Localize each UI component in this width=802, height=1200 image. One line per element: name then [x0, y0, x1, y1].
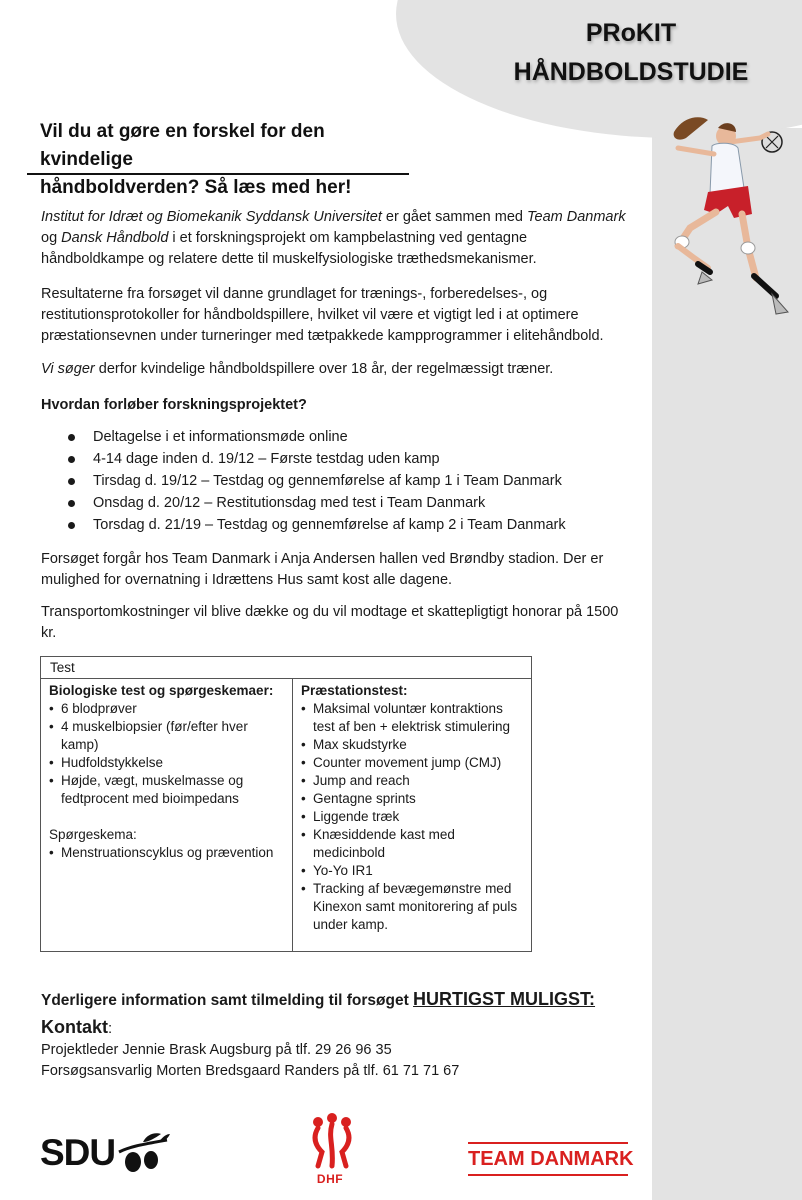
item-text: Jump and reach: [313, 773, 410, 788]
bullet-dot: [68, 522, 75, 529]
bullet: •: [49, 701, 54, 716]
institute-name: Institut for Idræt og Biomekanik Syddansk Universitet: [41, 209, 382, 225]
dhf-emblem-icon: [300, 1112, 364, 1172]
list-item: [301, 790, 523, 808]
item-text: Max skudstyrke: [313, 737, 407, 752]
performance-tests-title: Præstationstest:: [301, 683, 408, 698]
bullet: •: [49, 719, 54, 734]
bullet: •: [301, 773, 306, 788]
bullet-dot: [68, 456, 75, 463]
page-title: [470, 14, 792, 92]
bullet: •: [49, 755, 54, 770]
biological-tests-column: [41, 679, 293, 951]
headline-line-2: håndboldverden? Så læs med her!: [40, 177, 352, 198]
contact-project-leader: Projektleder Jennie Brask Augsburg på tlf. 29 26 96 35: [41, 1042, 392, 1058]
biological-tests-list: [49, 700, 284, 808]
step-text: Deltagelse i et informationsmøde online: [93, 429, 348, 445]
item-text: Tracking af bevægemønstre med Kinexon samt monitorering af puls under kamp.: [313, 881, 518, 932]
contact-heading: [41, 1014, 112, 1042]
bullet: •: [49, 845, 54, 860]
list-item: [301, 772, 523, 790]
dhf-logo: [300, 1112, 364, 1192]
list-item: [49, 772, 284, 808]
list-item: [49, 700, 284, 718]
performance-tests-column: [293, 679, 531, 951]
headline-underline: [27, 173, 409, 175]
intro-text-c: i et forskningsprojekt om kampbelastning ved gentagne håndboldkampe og relatere dette til muskelfysiologiske træthedsmekanismer.: [41, 230, 537, 267]
bullet: •: [301, 827, 306, 842]
step-text: Torsdag d. 21/19 – Testdag og gennemførelse af kamp 2 i Team Danmark: [93, 517, 566, 533]
biological-tests-title: Biologiske test og spørgeskemaer:: [49, 683, 274, 698]
signup-line: [41, 987, 641, 1013]
headline: [40, 118, 420, 202]
bullet-dot: [68, 434, 75, 441]
list-item: [301, 736, 523, 754]
team-danmark-logo: [468, 1140, 634, 1178]
list-item: [301, 826, 523, 862]
list-item: [41, 514, 631, 536]
location-paragraph: Forsøget forgår hos Team Danmark i Anja Andersen hallen ved Brøndby stadion. Der er mulighed for overnatning i Idrættens Hus samt kost alle dagene.: [41, 551, 604, 588]
bullet: •: [301, 755, 306, 770]
intro-text-b: og: [41, 230, 62, 246]
item-text: Counter movement jump (CMJ): [313, 755, 502, 770]
title-line-1: PRoKIT: [585, 19, 677, 47]
performance-tests-list: [301, 700, 523, 934]
dhf-logo-text: DHF: [316, 1172, 344, 1186]
handball-player-illustration: [638, 108, 798, 328]
test-table: [40, 656, 532, 952]
sdu-logo: [40, 1128, 171, 1178]
list-item: [41, 426, 631, 448]
intro-paragraph-1: [41, 207, 631, 270]
item-text: Maksimal voluntær kontraktions test af ben + elektrisk stimulering: [313, 701, 510, 734]
item-text: Højde, vægt, muskelmasse og fedtprocent med bioimpedans: [61, 773, 244, 806]
intro-paragraph-2-text: Resultaterne fra forsøget vil danne grundlaget for trænings-, forberedelses-, og restitutionsprotokoller for håndboldspillere, hvilket vil være et vigtigt led i at optimere præstationsevnen under turneringer med tætpakkede kampprogrammer i elitehåndbold.: [41, 286, 604, 344]
transport-paragraph: Transportomkostninger vil blive dække og du vil modtage et skattepligtigt honorar på 1500 kr.: [41, 604, 619, 641]
recruitment-paragraph: [41, 359, 631, 380]
sdu-logo-text: SDU: [40, 1132, 116, 1173]
list-item: [49, 718, 284, 754]
list-item: [301, 862, 523, 880]
test-table-caption: Test: [41, 657, 531, 679]
bullet: •: [301, 791, 306, 806]
step-text: Tirsdag d. 19/12 – Testdag og gennemførelse af kamp 1 i Team Danmark: [93, 473, 562, 489]
intro-paragraph-2: [41, 284, 631, 347]
list-item: [41, 492, 631, 514]
item-text: Yo-Yo IR1: [313, 863, 373, 878]
list-item: [301, 700, 523, 736]
bullet: •: [49, 773, 54, 788]
bullet-dot: [68, 478, 75, 485]
signup-text: Yderligere information samt tilmelding til forsøget: [41, 992, 414, 1009]
headline-line-1: Vil du at gøre en forskel for den kvindelige: [40, 121, 325, 170]
step-text: Onsdag d. 20/12 – Restitutionsdag med test i Team Danmark: [93, 495, 486, 511]
list-item: [49, 754, 284, 772]
list-item: [301, 880, 523, 934]
bullet: •: [301, 863, 306, 878]
list-item: [49, 844, 284, 862]
item-text: Gentagne sprints: [313, 791, 416, 806]
item-text: 4 muskelbiopsier (før/efter hver kamp): [61, 719, 248, 752]
process-heading: Hvordan forløber forskningsprojektet?: [41, 397, 307, 413]
bullet: •: [301, 809, 306, 824]
list-item: [301, 808, 523, 826]
list-item: [41, 448, 631, 470]
questionnaire-list: [49, 844, 284, 862]
team-danmark-logo-text: TEAM DANMARK: [468, 1148, 634, 1170]
item-text: Menstruationscyklus og prævention: [61, 845, 274, 860]
contact-colon: :: [108, 1020, 113, 1037]
contact-details: [41, 1040, 601, 1082]
questionnaire-title: Spørgeskema:: [49, 827, 137, 842]
item-text: Liggende træk: [313, 809, 400, 824]
signup-urgent: HURTIGST MULIGST:: [413, 989, 596, 1009]
process-steps-list: [41, 426, 631, 536]
bullet: •: [301, 737, 306, 752]
step-text: 4-14 dage inden d. 19/12 – Første testdag uden kamp: [93, 451, 440, 467]
list-item: [41, 470, 631, 492]
intro-text-a: er gået sammen med: [381, 209, 527, 225]
item-text: 6 blodprøver: [61, 701, 137, 716]
bullet: •: [301, 881, 306, 896]
dansk-handbold-name: Dansk Håndbold: [61, 230, 169, 246]
team-danmark-name: Team Danmark: [526, 209, 626, 225]
list-item: [301, 754, 523, 772]
bullet: •: [301, 701, 306, 716]
team-danmark-rule-bottom: [468, 1174, 628, 1176]
item-text: Knæsiddende kast med medicinbold: [313, 827, 455, 860]
item-text: Hudfoldstykkelse: [61, 755, 164, 770]
recruitment-text: derfor kvindelige håndboldspillere over 18 år, der regelmæssigt træner.: [94, 361, 554, 377]
title-line-2: HÅNDBOLDSTUDIE: [513, 58, 749, 86]
contact-trial-manager: Forsøgsansvarlig Morten Bredsgaard Randers på tlf. 61 71 71 67: [41, 1063, 460, 1079]
team-danmark-rule-top: [468, 1142, 628, 1144]
contact-heading-text: Kontakt: [41, 1017, 108, 1037]
recruitment-emphasis: Vi søger: [41, 361, 95, 377]
olive-branch-icon: [115, 1130, 171, 1176]
bullet-dot: [68, 500, 75, 507]
